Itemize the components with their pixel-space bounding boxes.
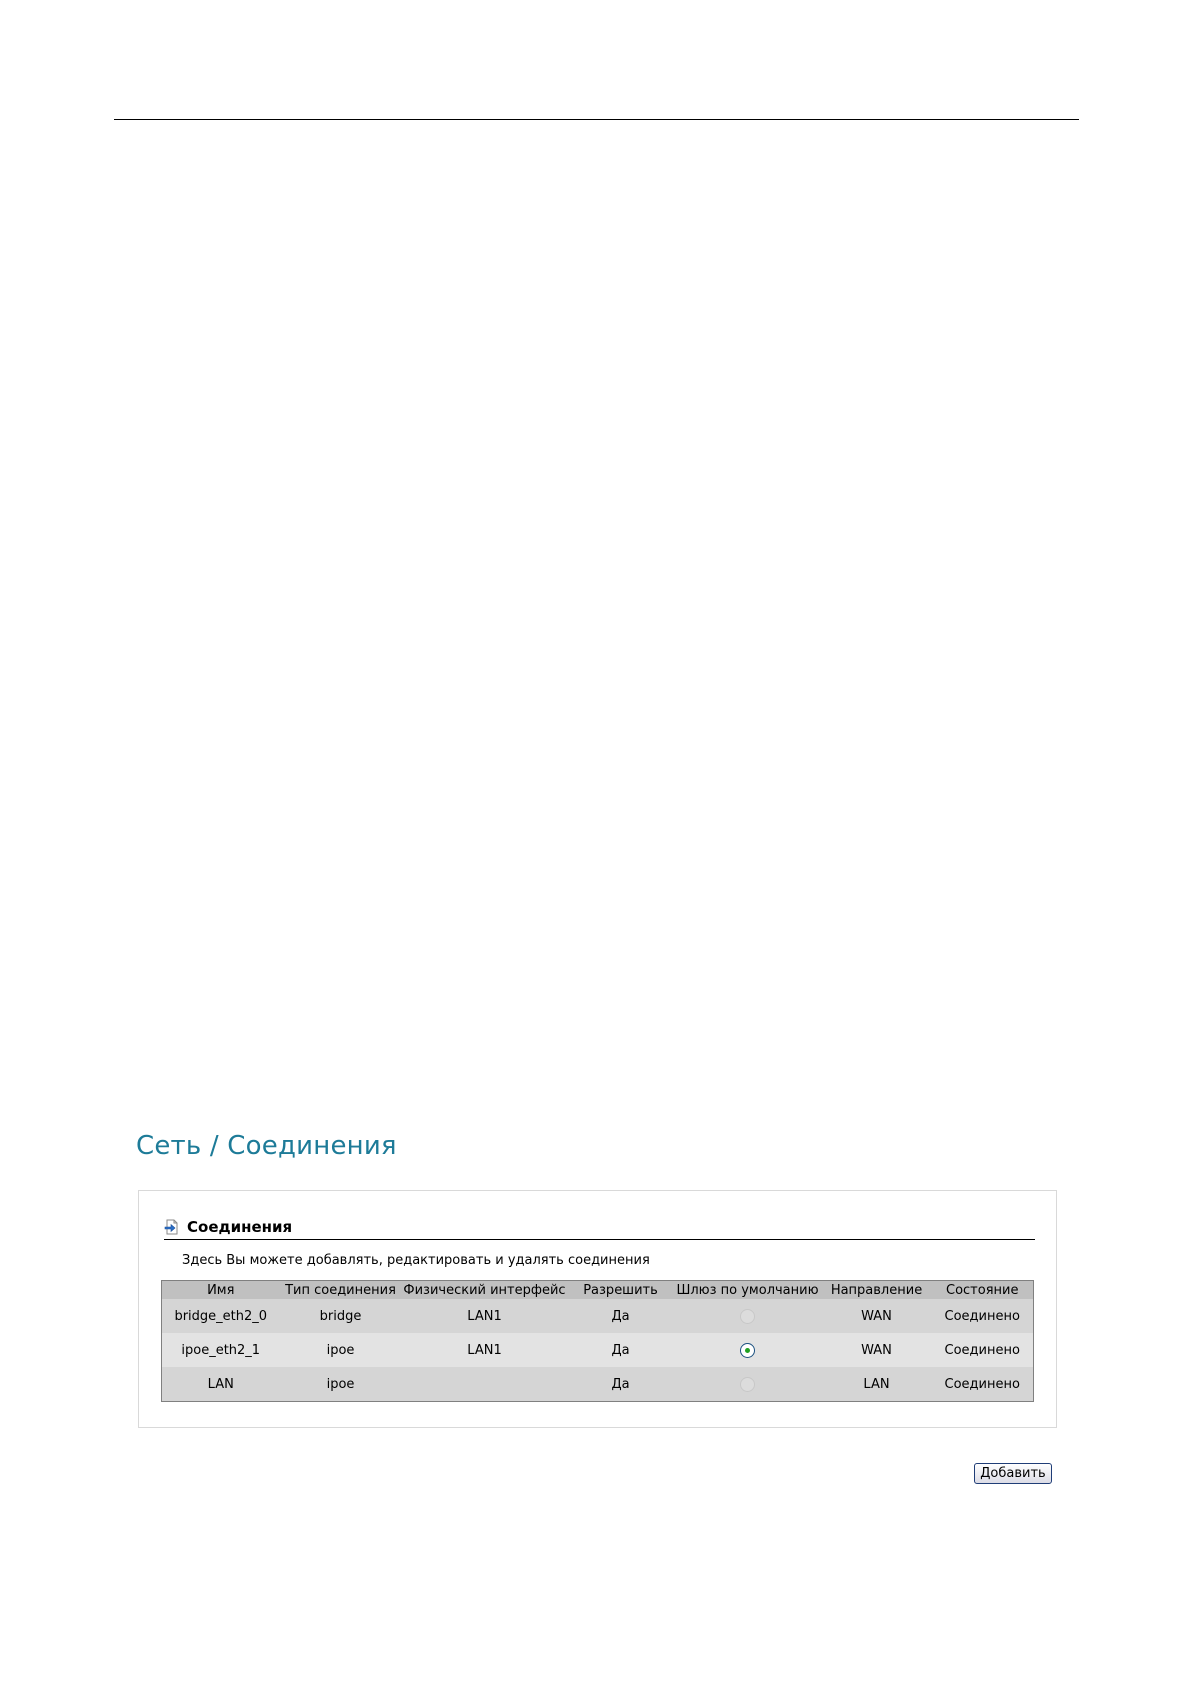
cell-default-gateway [674,1299,822,1333]
column-header-enabled: Разрешить [568,1281,674,1300]
table-row[interactable] [162,1299,1034,1333]
cell-status: Соединено [932,1333,1034,1367]
document-arrow-icon [164,1219,180,1235]
cell-type: ipoe [280,1333,402,1367]
cell-direction: LAN [863,1376,890,1392]
connections-panel [138,1190,1057,1428]
cell-direction: WAN [822,1333,932,1367]
column-header-type: Тип соединения [280,1281,402,1300]
column-header-default-gateway: Шлюз по умолчанию [674,1281,822,1300]
cell-type: bridge [319,1308,362,1324]
section-header [164,1219,1035,1240]
cell-enabled: Да [568,1333,674,1367]
cell-direction: WAN [861,1308,892,1324]
column-header-status: Состояние [932,1281,1034,1300]
top-divider [114,119,1079,120]
table-row[interactable] [162,1367,1034,1402]
column-header-interface: Физический интерфейс [403,1282,566,1298]
cell-type: ipoe [326,1376,355,1392]
cell-enabled: Да [611,1376,630,1392]
cell-name[interactable]: ipoe_eth2_1 [162,1333,280,1367]
cell-name[interactable]: LAN [207,1376,234,1392]
column-header-name: Имя [162,1281,280,1300]
cell-interface [402,1367,568,1402]
cell-name[interactable]: bridge_eth2_0 [174,1308,268,1324]
table-header-row [162,1281,1034,1300]
cell-interface: LAN1 [402,1333,568,1367]
column-header-direction: Направление [822,1281,932,1300]
default-gateway-radio [740,1309,755,1324]
add-button[interactable]: Добавить [974,1463,1052,1484]
cell-default-gateway [674,1333,822,1367]
section-title: Соединения [187,1218,293,1236]
cell-default-gateway [674,1367,822,1402]
connections-table [161,1280,1034,1402]
cell-status: Соединено [944,1308,1020,1324]
page-title: Сеть / Соединения [136,1131,397,1161]
default-gateway-radio[interactable] [740,1343,755,1358]
cell-status: Соединено [944,1376,1020,1392]
cell-enabled: Да [611,1308,630,1324]
section-description: Здесь Вы можете добавлять, редактировать и удалять соединения [182,1253,650,1268]
table-row[interactable] [162,1333,1034,1367]
cell-interface: LAN1 [467,1308,502,1324]
default-gateway-radio [740,1377,755,1392]
